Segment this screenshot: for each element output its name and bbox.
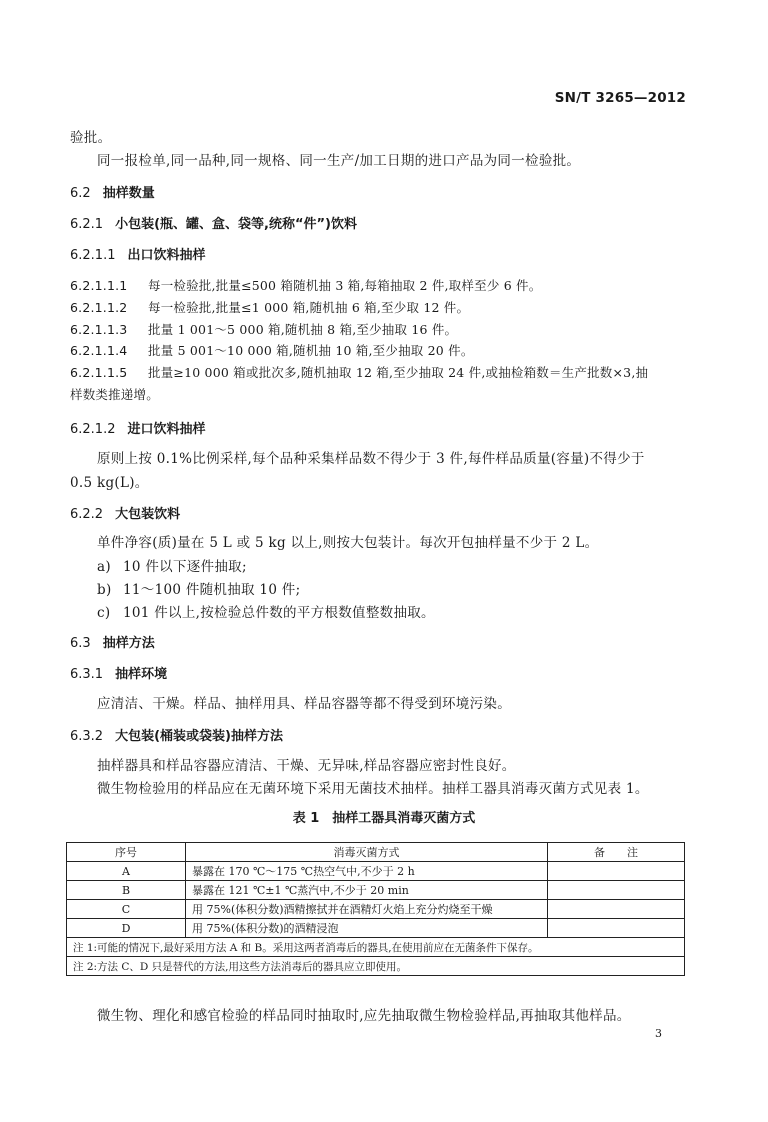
table-note-2: 注 2:方法 C、D 只是替代的方法,用这些方法消毒后的器具应立即使用。 <box>67 957 685 976</box>
table-header-cell: 备 注 <box>548 843 685 862</box>
section-number: 6.3.2 <box>70 729 104 744</box>
table-cell-method: 暴露在 170 ℃～175 ℃热空气中,不少于 2 h <box>186 862 548 881</box>
page-number: 3 <box>655 1027 662 1040</box>
section-6-3-heading <box>70 632 155 651</box>
paragraph-6-3-1: 应清洁、干燥。样品、抽样用具、样品容器等都不得受到环境污染。 <box>97 696 511 712</box>
section-6-3-1-heading <box>70 663 167 682</box>
section-title: 大包装饮料 <box>115 507 181 522</box>
section-title: 抽样数量 <box>102 186 155 201</box>
list-item-b <box>97 578 300 598</box>
section-6-2-1-heading <box>70 213 357 232</box>
table-cell-note <box>548 881 685 900</box>
table-cell-method: 用 75%(体积分数)的酒精浸泡 <box>186 919 548 938</box>
section-title: 出口饮料抽样 <box>127 248 206 263</box>
clause-number: 6.2.1.1.5 <box>70 365 128 380</box>
clause-text: 每一检验批,批量≤500 箱随机抽 3 箱,每箱抽取 2 件,取样至少 6 件。 <box>148 278 542 293</box>
table-note-1: 注 1:可能的情况下,最好采用方法 A 和 B。采用这两者消毒后的器具,在使用前应在无菌条件下保存。 <box>67 938 685 957</box>
table-header-cell: 消毒灭菌方式 <box>186 843 548 862</box>
intro-line-1: 验批。 <box>70 130 112 146</box>
paragraph-6-2-1-2-line-2: 0.5 kg(L)。 <box>70 475 149 491</box>
table-1-caption: 表 1 抽样工器具消毒灭菌方式 <box>292 811 476 826</box>
list-item-a <box>97 555 247 575</box>
clause-text: 每一检验批,批量≤1 000 箱,随机抽 6 箱,至少取 12 件。 <box>148 300 470 315</box>
list-text: 101 件以上,按检验总件数的平方根数值整数抽取。 <box>123 605 435 621</box>
clause-text: 批量≥10 000 箱或批次多,随机抽取 12 箱,至少抽取 24 件,或抽检箱数＝生产批数×3,抽 <box>148 365 649 380</box>
clause-number: 6.2.1.1.2 <box>70 300 128 315</box>
table-header-cell: 序号 <box>67 843 186 862</box>
list-label: c) <box>97 605 111 621</box>
clause-number: 6.2.1.1.4 <box>70 343 128 358</box>
table-row <box>67 862 685 881</box>
clause-6-2-1-1-5-continuation: 样数类推递增。 <box>70 387 159 402</box>
clause-text: 批量 5 001～10 000 箱,随机抽 10 箱,至少抽取 20 件。 <box>148 343 474 358</box>
section-6-2-1-1-heading <box>70 244 206 263</box>
document-code: SN/T 3265—2012 <box>554 90 686 106</box>
list-item-c <box>97 601 435 621</box>
table-cell-method: 暴露在 121 ℃±1 ℃蒸汽中,不少于 20 min <box>186 881 548 900</box>
section-6-2-heading <box>70 182 155 201</box>
table-cell-id: C <box>67 900 186 919</box>
final-paragraph: 微生物、理化和感官检验的样品同时抽取时,应先抽取微生物检验样品,再抽取其他样品。 <box>97 1008 631 1024</box>
paragraph-6-2-1-2-line-1: 原则上按 0.1%比例采样,每个品种采集样品数不得少于 3 件,每件样品质量(容量)不得少于 <box>97 451 645 467</box>
table-row <box>67 919 685 938</box>
section-6-2-2-heading <box>70 503 180 522</box>
table-row <box>67 900 685 919</box>
clause-6-2-1-1-1 <box>70 276 541 294</box>
table-cell-note <box>548 919 685 938</box>
list-label: b) <box>97 582 112 598</box>
table-cell-id: B <box>67 881 186 900</box>
section-number: 6.2.1.1 <box>70 248 116 263</box>
section-title: 大包装(桶装或袋装)抽样方法 <box>115 729 283 744</box>
section-title: 进口饮料抽样 <box>127 422 206 437</box>
table-cell-note <box>548 900 685 919</box>
clause-number: 6.2.1.1.3 <box>70 322 128 337</box>
table-cell-id: A <box>67 862 186 881</box>
intro-line-2: 同一报检单,同一品种,同一规格、同一生产/加工日期的进口产品为同一检验批。 <box>97 153 581 169</box>
list-text: 11～100 件随机抽取 10 件; <box>123 582 301 598</box>
section-6-2-1-2-heading <box>70 418 206 437</box>
table-note-row <box>67 938 685 957</box>
list-label: a) <box>97 559 111 575</box>
section-number: 6.2 <box>70 186 91 201</box>
section-title: 小包装(瓶、罐、盒、袋等,统称“件”)饮料 <box>115 217 357 232</box>
list-text: 10 件以下逐件抽取; <box>123 559 247 575</box>
section-number: 6.3 <box>70 636 91 651</box>
section-number: 6.2.1 <box>70 217 104 232</box>
table-cell-method: 用 75%(体积分数)酒精擦拭并在酒精灯火焰上充分灼烧至干燥 <box>186 900 548 919</box>
table-note-row <box>67 957 685 976</box>
section-title: 抽样环境 <box>115 667 168 682</box>
clause-6-2-1-1-2 <box>70 298 469 316</box>
table-cell-note <box>548 862 685 881</box>
paragraph-6-3-2-line-1: 抽样器具和样品容器应清洁、干燥、无异味,样品容器应密封性良好。 <box>97 758 516 774</box>
table-cell-id: D <box>67 919 186 938</box>
clause-number: 6.2.1.1.1 <box>70 278 128 293</box>
clause-text: 批量 1 001～5 000 箱,随机抽 8 箱,至少抽取 16 件。 <box>148 322 458 337</box>
table-1 <box>66 842 685 976</box>
table-header-row <box>67 843 685 862</box>
clause-6-2-1-1-4 <box>70 341 474 359</box>
section-number: 6.3.1 <box>70 667 104 682</box>
paragraph-6-3-2-line-2: 微生物检验用的样品应在无菌环境下采用无菌技术抽样。抽样工器具消毒灭菌方式见表 1。 <box>97 781 649 797</box>
section-title: 抽样方法 <box>102 636 155 651</box>
clause-6-2-1-1-5 <box>70 363 648 381</box>
paragraph-6-2-2: 单件净容(质)量在 5 L 或 5 kg 以上,则按大包装计。每次开包抽样量不少于 2 L。 <box>97 535 599 551</box>
section-number: 6.2.2 <box>70 507 104 522</box>
clause-6-2-1-1-3 <box>70 320 457 338</box>
section-number: 6.2.1.2 <box>70 422 116 437</box>
table-row <box>67 881 685 900</box>
section-6-3-2-heading <box>70 725 283 744</box>
